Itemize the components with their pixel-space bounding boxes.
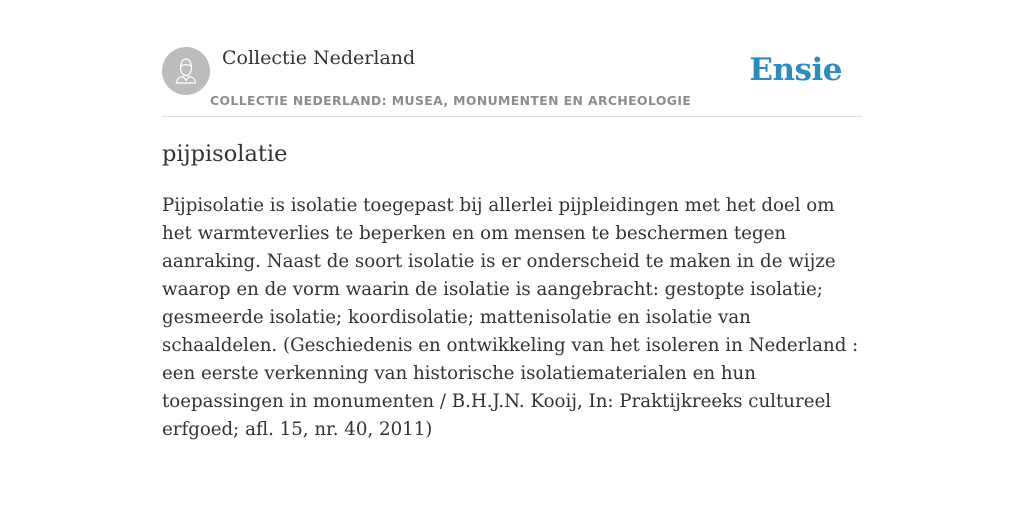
avatar[interactable] (162, 47, 210, 95)
author-name[interactable]: Collectie Nederland (222, 47, 416, 69)
entry-definition: Pijpisolatie is isolatie toegepast bij allerlei pijpleidingen met het doel om het warmteverlies te beperken en om mensen te beschermen tegen aanraking. Naast de soort isolatie is er onderscheid te maken in de wijze waarop en de vorm waarin de isolatie is aangebracht: gestopte isolatie; gesmeerde isolatie; koordisolatie; mattenisolatie en isolatie van schaaldelen. (Geschiedenis en ontwikkeling van het isoleren in Nederland : een eerste verkenning van historische isolatiematerialen en hun toepassingen in monumenten / B.H.J.N. Kooij, In: Praktijkreeks cultureel erfgoed; afl. 15, nr. 40, 2011) (162, 195, 859, 440)
entry-term: pijpisolatie (162, 141, 288, 167)
source-label[interactable]: COLLECTIE NEDERLAND: MUSEA, MONUMENTEN EN ARCHEOLOGIE (210, 93, 692, 108)
user-silhouette-icon (162, 47, 210, 95)
header (162, 46, 862, 117)
brand-logo[interactable]: Ensie (749, 52, 842, 88)
